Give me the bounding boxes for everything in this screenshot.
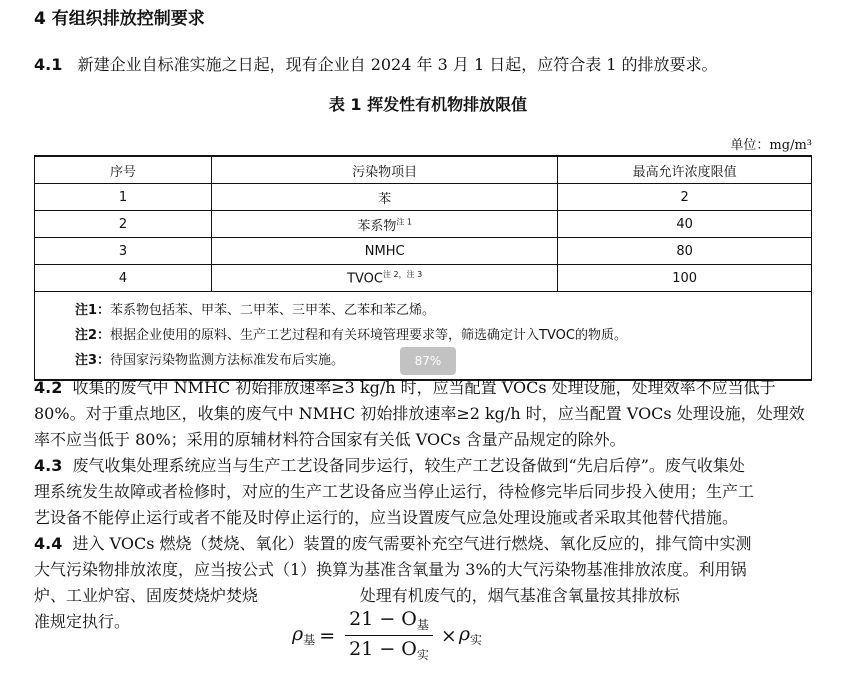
paragraph-line: 大气污染物排放浓度，应当按公式（1）换算为基准含氧量为 3%的大气污染物基准排放浓度。利用锅 — [34, 560, 747, 579]
numerator-text: 21 − O — [349, 608, 417, 630]
formula-rhs — [459, 623, 482, 648]
rho-symbol: ρ — [292, 623, 304, 645]
paragraph-4-3 — [34, 453, 814, 531]
item-name: 苯 — [378, 191, 392, 207]
item-name: TVOC — [347, 271, 383, 287]
paragraph-text: 进入 VOCs 燃烧（焚烧、氧化）装置的废气需要补充空气进行燃烧、氧化反应的，排气筒中实测 — [72, 534, 752, 553]
subscript: 基 — [303, 633, 316, 647]
cell-limit: 80 — [558, 238, 812, 265]
paragraph-number: 4.4 — [34, 534, 63, 553]
paragraph-line: 炉、工业炉窑、固废焚烧炉焚烧 处理有机废气的，烟气基准含氧量按其排放标 — [34, 586, 680, 605]
paragraph-line — [34, 453, 814, 479]
note-text: 苯系物包括苯、甲苯、二甲苯、三甲苯、乙苯和苯乙烯。 — [110, 303, 436, 318]
paragraph-number: 4.3 — [34, 456, 63, 475]
note-text: 待国家污染物监测方法标准发布后实施。 — [110, 353, 345, 368]
paragraph-line: 艺设备不能停止运行或者不能及时停止运行的，应当设置废气应急处理设施或者采取其他替代措施。 — [34, 508, 739, 527]
paragraph-line — [34, 531, 814, 557]
paragraph-text: 废气收集处理系统应当与生产工艺设备同步运行，较生产工艺设备做到“先启后停”。废气收集处 — [72, 456, 745, 475]
subscript: 实 — [416, 648, 429, 662]
note-ref: 注 2，注 3 — [383, 270, 423, 280]
cell-no: 3 — [35, 238, 212, 265]
conversion-formula — [292, 608, 482, 663]
item-name: NMHC — [364, 243, 405, 259]
table-row — [35, 265, 812, 292]
cell-item — [212, 238, 558, 265]
table-header-row — [35, 156, 812, 184]
header-limit: 最高允许浓度限值 — [558, 156, 812, 184]
paragraph-4-1 — [34, 52, 718, 78]
note-text: 根据企业使用的原料、生产工艺过程和有关环境管理要求等，筛选确定计入TVOC的物质。 — [110, 328, 627, 343]
paragraph-number: 4.1 — [34, 55, 63, 74]
paragraph-4-2 — [34, 375, 814, 453]
paragraph-line: 准规定执行。 — [34, 612, 131, 631]
fraction-denominator — [349, 636, 429, 663]
times-sign: × — [440, 624, 457, 647]
paragraph-number: 4.2 — [34, 378, 63, 397]
table-title: 表 1 挥发性有机物排放限值 — [328, 95, 528, 114]
subscript: 基 — [416, 618, 429, 632]
section-heading: 4 有组织排放控制要求 — [34, 9, 205, 29]
note-label: 注3： — [75, 353, 111, 368]
equals-sign: = — [319, 624, 336, 647]
cell-no: 2 — [35, 211, 212, 238]
subscript: 实 — [469, 633, 482, 647]
header-item: 污染物项目 — [212, 156, 558, 184]
cell-item — [212, 265, 558, 292]
zoom-level-badge: 87% — [400, 347, 456, 375]
cell-item — [212, 184, 558, 211]
table-note — [75, 323, 811, 348]
note-label: 注1： — [75, 303, 111, 318]
paragraph-line: 80%。对于重点地区，收集的废气中 NMHC 初始排放速率≥2 kg/h 时，应当配置 VOCs 处理设施，处理效 — [34, 404, 805, 423]
table-row — [35, 238, 812, 265]
cell-no: 1 — [35, 184, 212, 211]
note-label: 注2： — [75, 328, 111, 343]
cell-no: 4 — [35, 265, 212, 292]
cell-limit: 40 — [558, 211, 812, 238]
cell-limit: 100 — [558, 265, 812, 292]
table-note — [75, 298, 811, 323]
cell-limit: 2 — [558, 184, 812, 211]
formula-fraction — [345, 608, 433, 663]
denominator-text: 21 − O — [349, 638, 417, 660]
header-no: 序号 — [35, 156, 212, 184]
paragraph-line: 率不应当低于 80%；采用的原辅材料符合国家有关低 VOCs 含量产品规定的除外。 — [34, 430, 626, 449]
table-unit: 单位：mg/m³ — [730, 138, 812, 153]
rho-symbol: ρ — [458, 623, 470, 645]
paragraph-line: 理系统发生故障或者检修时，对应的生产工艺设备应当停止运行，待检修完毕后同步投入使用；生产工 — [34, 482, 755, 501]
table-row — [35, 184, 812, 211]
paragraph-line — [34, 375, 814, 401]
table-row — [35, 211, 812, 238]
cell-item — [212, 211, 558, 238]
fraction-numerator — [345, 608, 433, 636]
note-ref: 注 1 — [396, 217, 412, 227]
item-name: 苯系物 — [357, 218, 397, 234]
paragraph-text: 收集的废气中 NMHC 初始排放速率≥3 kg/h 时，应当配置 VOCs 处理设施，处理效率不应当低于 — [72, 378, 776, 397]
paragraph-text: 新建企业自标准实施之日起，现有企业自 2024 年 3 月 1 日起，应符合表 1 的排放要求。 — [77, 55, 718, 74]
formula-lhs — [292, 623, 315, 648]
